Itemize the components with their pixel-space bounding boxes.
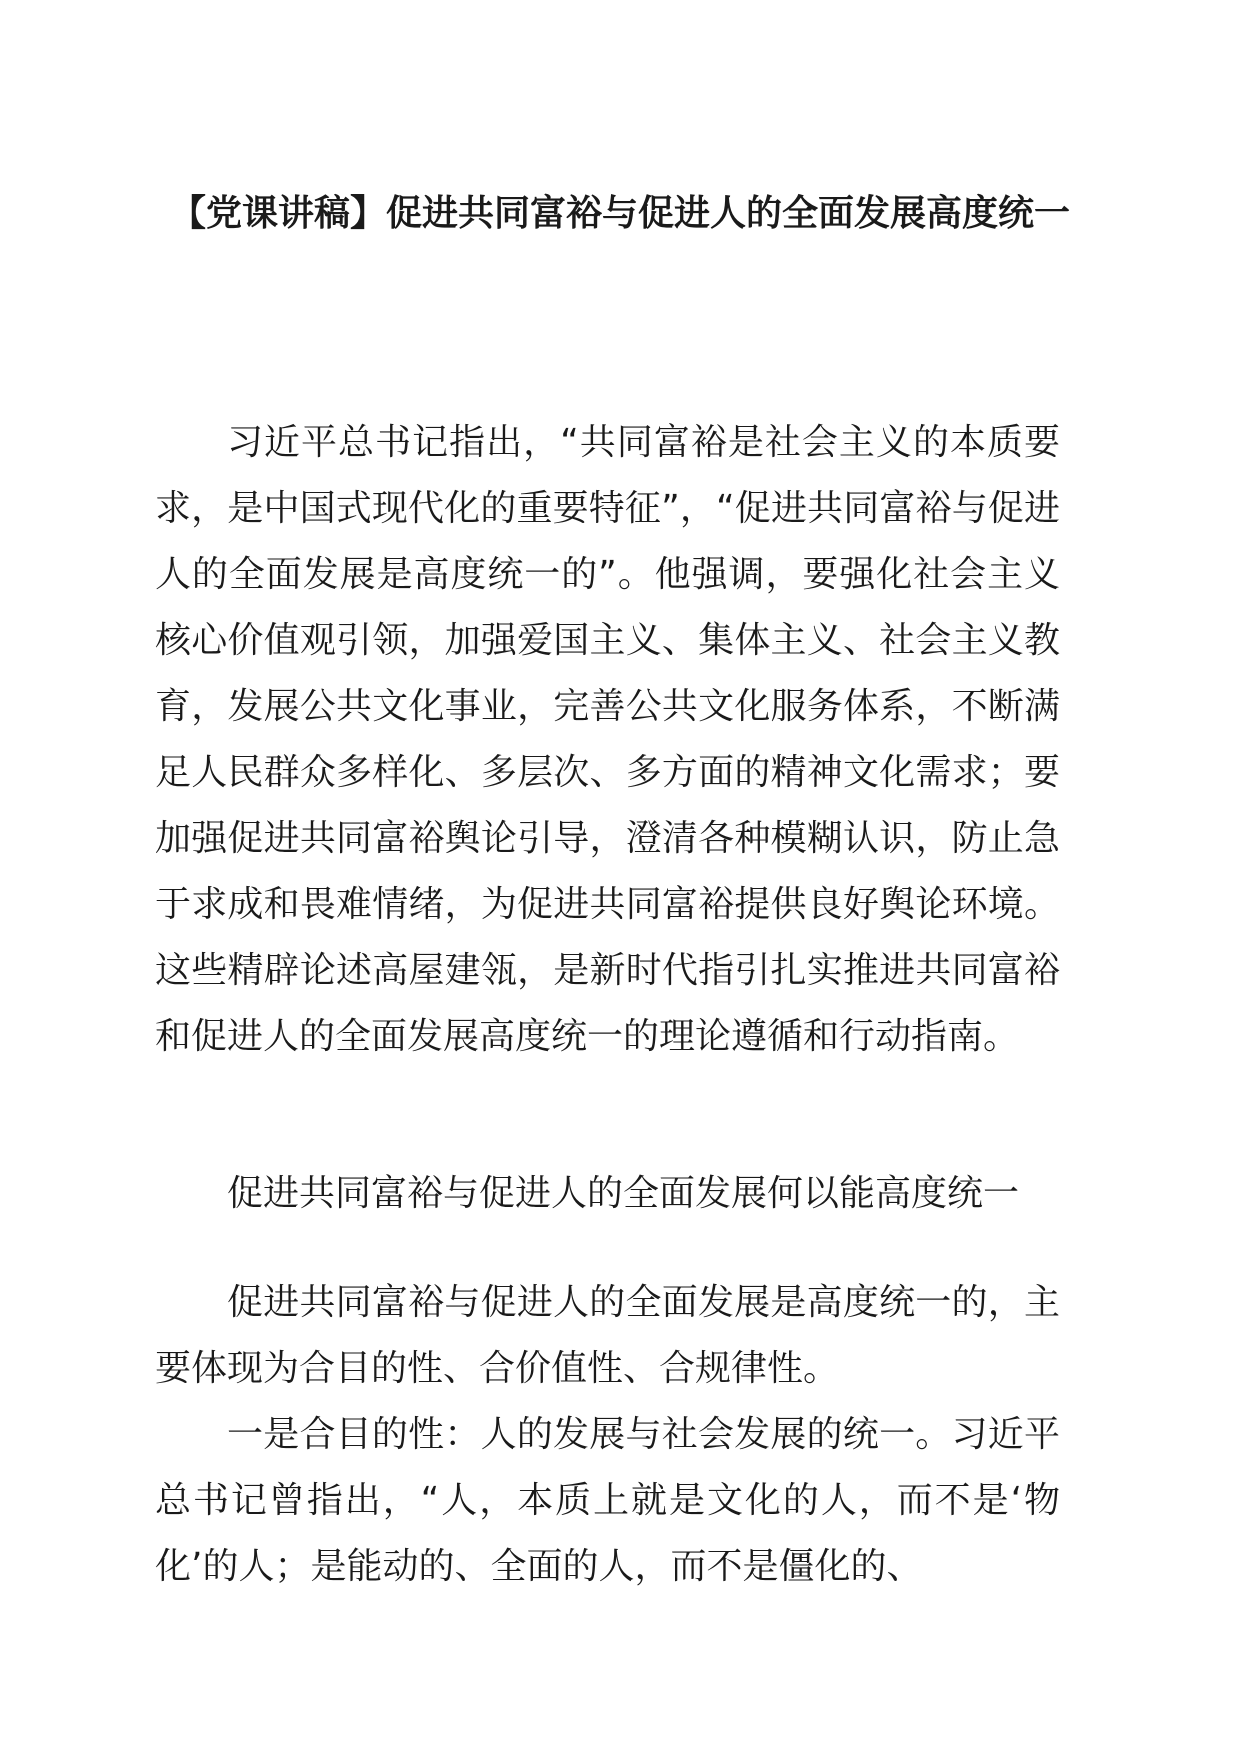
- paragraph-point-one: 一是合目的性：人的发展与社会发展的统一。习近平总书记曾指出，“人，本质上就是文化的人，而不是‘物化’的人；是能动的、全面的人，而不是僵化的、: [155, 1414, 1060, 1587]
- document-title: 【党课讲稿】促进共同富裕与促进人的全面发展高度统一: [169, 193, 1070, 234]
- section-heading: 促进共同富裕与促进人的全面发展何以能高度统一: [227, 1173, 1020, 1214]
- paragraph-summary: 促进共同富裕与促进人的全面发展是高度统一的，主要体现为合目的性、合价值性、合规律性。: [155, 1282, 1060, 1389]
- paragraph-intro: 习近平总书记指出，“共同富裕是社会主义的本质要求，是中国式现代化的重要特征”，“促进共同富裕与促进人的全面发展是高度统一的”。他强调，要强化社会主义核心价值观引领，加强爱国主义、集体主义、社会主义教育，发展公共文化事业，完善公共文化服务体系，不断满足人民群众多样化、多层次、多方面的精神文化需求；要加强促进共同富裕舆论引导，澄清各种模糊认识，防止急于求成和畏难情绪，为促进共同富裕提供良好舆论环境。这些精辟论述高屋建瓴，是新时代指引扎实推进共同富裕和促进人的全面发展高度统一的理论遵循和行动指南。: [155, 422, 1060, 1057]
